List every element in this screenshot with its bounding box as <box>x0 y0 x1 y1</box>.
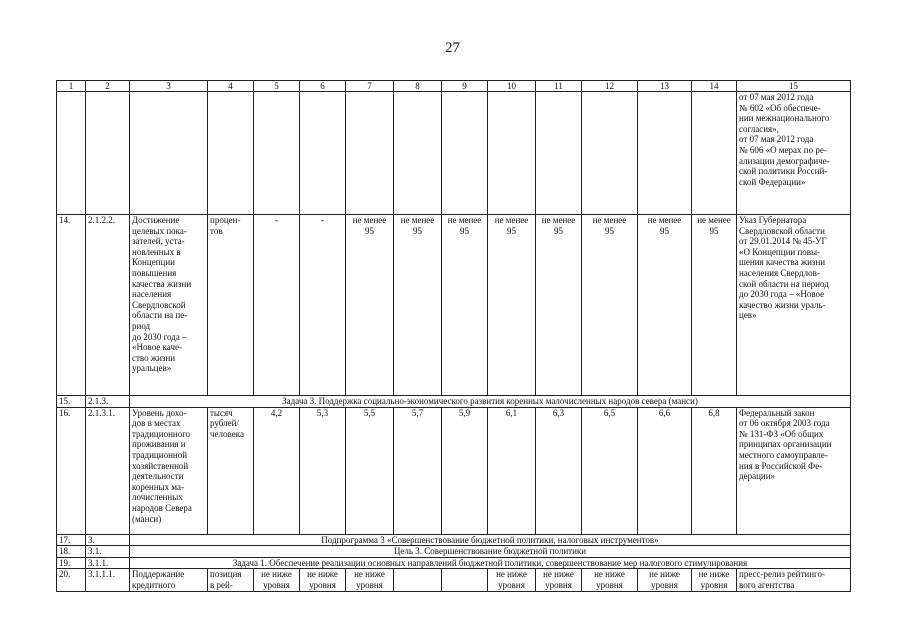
value-cell: не менее 95 <box>488 215 536 396</box>
cell <box>394 92 442 215</box>
row-number: 14. <box>57 215 86 396</box>
row-number: 19. <box>57 557 86 569</box>
row-code: 2.1.3. <box>86 396 130 408</box>
row-number: 20. <box>57 569 86 592</box>
row-code: 3.1.1. <box>86 557 130 569</box>
cell <box>300 92 346 215</box>
value-cell: не ниже уровня <box>638 569 692 592</box>
value-cell: 5,5 <box>346 407 394 534</box>
header-cell: 12 <box>582 81 638 92</box>
value-cell: не ниже уровня <box>536 569 582 592</box>
value-cell: 6,1 <box>488 407 536 534</box>
cell <box>254 92 300 215</box>
header-cell: 7 <box>346 81 394 92</box>
value-cell: 4,2 <box>254 407 300 534</box>
row-code: 3. <box>86 534 130 546</box>
cell <box>130 92 208 215</box>
value-cell: 6,3 <box>536 407 582 534</box>
cell <box>208 92 254 215</box>
cell <box>536 92 582 215</box>
basis-cell: Указ Губернатора Свердловской области от 29.01.2014 № 45-УГ «О Концепции повы- шения качества жизни населения Свердлов- ской области на период до 2030 года – «Новое качество жизни ураль- цев» <box>737 215 851 396</box>
table-row <box>57 215 851 396</box>
table-row-section <box>57 534 851 546</box>
basis-cell: пресс-релиз рейтинго- вого агентства <box>737 569 851 592</box>
value-cell: не менее 95 <box>638 215 692 396</box>
value-cell: не менее 95 <box>346 215 394 396</box>
cell <box>638 92 692 215</box>
table-row-section <box>57 396 851 408</box>
row-number: 17. <box>57 534 86 546</box>
table-row-continuation <box>57 92 851 215</box>
basis-cell: Федеральный закон от 06 октября 2003 года № 131-ФЗ «Об общих принципах организации местного самоуправле- ния в Российской Фе- дерации» <box>737 407 851 534</box>
row-code: 3.1.1.1. <box>86 569 130 592</box>
table-row <box>57 569 851 592</box>
value-cell: 6,5 <box>582 407 638 534</box>
table-row <box>57 407 851 534</box>
indicator-name: Поддержание кредитного <box>130 569 208 592</box>
value-cell: 5,7 <box>394 407 442 534</box>
indicator-name: Уровень дохо- дов в местах традиционного проживания и традиционной хозяйственной деятельности коренных ма- лочисленных народов Севера (манси) <box>130 407 208 534</box>
unit-cell: позиция в рей- <box>208 569 254 592</box>
task-heading: Задача 3. Поддержка социально-экономического развития коренных малочисленных народов севера (манси) <box>130 396 851 408</box>
value-cell: не менее 95 <box>582 215 638 396</box>
indicators-table <box>56 80 851 592</box>
header-cell: 1 <box>57 81 86 92</box>
cell <box>86 92 130 215</box>
header-cell: 13 <box>638 81 692 92</box>
value-cell: не ниже уровня <box>346 569 394 592</box>
subprogram-heading: Подпрограмма 3 «Совершенствование бюджетной политики, налоговых инструментов» <box>130 534 851 546</box>
header-cell: 14 <box>692 81 737 92</box>
indicator-name: Достижение целевых пока- зателей, уста- новленных в Концепции повышения качества жизни населения Свердловской области на пе- риод до 2030 года – «Новое каче- ство жизни уральцев» <box>130 215 208 396</box>
header-cell: 15 <box>737 81 851 92</box>
cell <box>442 92 488 215</box>
value-cell: - <box>300 215 346 396</box>
value-cell <box>442 569 488 592</box>
value-cell: не ниже уровня <box>582 569 638 592</box>
row-number: 16. <box>57 407 86 534</box>
page-number: 27 <box>445 40 460 56</box>
table-row-section <box>57 557 851 569</box>
value-cell: не ниже уровня <box>692 569 737 592</box>
row-number: 18. <box>57 546 86 558</box>
value-cell: не ниже уровня <box>488 569 536 592</box>
value-cell: 5,9 <box>442 407 488 534</box>
header-cell: 9 <box>442 81 488 92</box>
header-cell: 3 <box>130 81 208 92</box>
value-cell: 6,6 <box>638 407 692 534</box>
task-heading: Задача 1. Обеспечение реализации основных направлений бюджетной политики, совершенствование мер налогового стимулирования <box>130 557 851 569</box>
value-cell <box>394 569 442 592</box>
value-cell: не менее 95 <box>692 215 737 396</box>
row-code: 3.1. <box>86 546 130 558</box>
cell <box>692 92 737 215</box>
value-cell: не ниже уровня <box>300 569 346 592</box>
header-cell: 10 <box>488 81 536 92</box>
cell <box>57 92 86 215</box>
value-cell: - <box>254 215 300 396</box>
header-cell: 4 <box>208 81 254 92</box>
cell <box>346 92 394 215</box>
header-cell: 6 <box>300 81 346 92</box>
header-cell: 2 <box>86 81 130 92</box>
row-number: 15. <box>57 396 86 408</box>
row-code: 2.1.2.2. <box>86 215 130 396</box>
value-cell: не менее 95 <box>442 215 488 396</box>
unit-cell: процен- тов <box>208 215 254 396</box>
table-row-section <box>57 546 851 558</box>
value-cell: не ниже уровня <box>254 569 300 592</box>
header-cell: 8 <box>394 81 442 92</box>
cell <box>582 92 638 215</box>
value-cell: 6,8 <box>692 407 737 534</box>
value-cell: не менее 95 <box>394 215 442 396</box>
unit-cell: тысяч рублей/ человека <box>208 407 254 534</box>
header-cell: 5 <box>254 81 300 92</box>
value-cell: не менее 95 <box>536 215 582 396</box>
cell <box>488 92 536 215</box>
value-cell: 5,3 <box>300 407 346 534</box>
header-cell: 11 <box>536 81 582 92</box>
row-code: 2.1.3.1. <box>86 407 130 534</box>
header-row <box>57 81 851 92</box>
goal-heading: Цель 3. Совершенствование бюджетной политики <box>130 546 851 558</box>
basis-cell: от 07 мая 2012 года № 602 «Об обеспече- нии межнационального согласия», от 07 мая 2012 года № 606 «О мерах по ре- ализации демографиче- ской политики Россий- ской Федерации» <box>737 92 851 215</box>
